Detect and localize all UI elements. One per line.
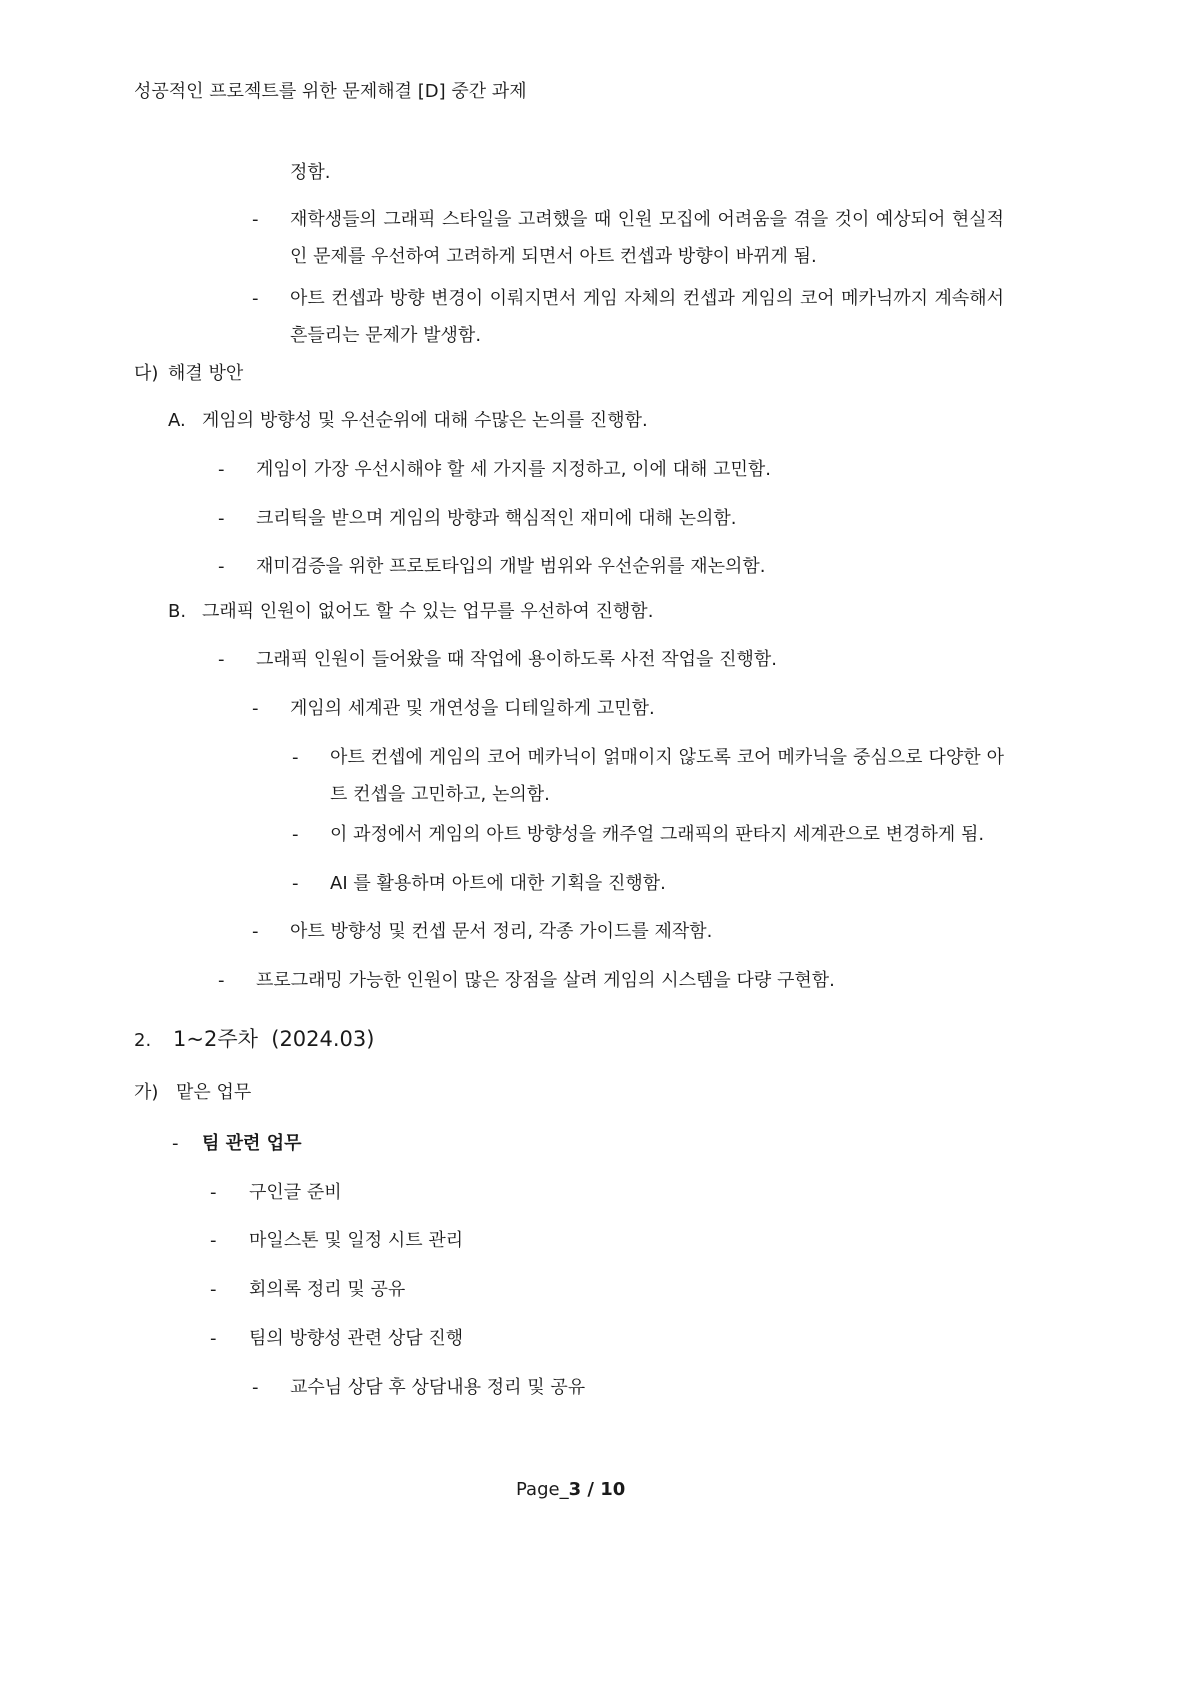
section-marker: 가) <box>134 1082 159 1103</box>
solution-b-subsubitem: 아트 방향성 및 컨셉 문서 정리, 각종 가이드를 제작함. <box>290 921 713 942</box>
solution-item-a: 게임의 방향성 및 우선순위에 대해 수많은 논의를 진행함. <box>202 410 648 431</box>
dash-marker: - <box>252 698 259 719</box>
solution-a-subitem: 크리틱을 받으며 게임의 방향과 핵심적인 재미에 대해 논의함. <box>256 508 737 529</box>
dash-marker: - <box>292 824 299 845</box>
solution-b-subitem: 그래픽 인원이 들어왔을 때 작업에 용이하도록 사전 작업을 진행함. <box>256 649 777 670</box>
duty-subitem: 교수님 상담 후 상담내용 정리 및 공유 <box>290 1377 586 1398</box>
dash-marker: - <box>252 921 259 942</box>
section-date: (2024.03) <box>271 1027 375 1051</box>
solution-item-b: 그래픽 인원이 없어도 할 수 있는 업무를 우선하여 진행함. <box>202 601 654 622</box>
dash-marker: - <box>218 508 225 529</box>
dash-marker: - <box>218 970 225 991</box>
duty-item: 팀의 방향성 관련 상담 진행 <box>249 1328 464 1349</box>
solution-b-subitem: 프로그래밍 가능한 인원이 많은 장점을 살려 게임의 시스템을 다량 구현함. <box>256 970 835 991</box>
solution-b-detail: 이 과정에서 게임의 아트 방향성을 캐주얼 그래픽의 판타지 세계관으로 변경하게 됨. <box>330 824 985 845</box>
duties-heading: 맡은 업무 <box>176 1082 252 1103</box>
dash-marker: - <box>210 1230 217 1251</box>
solution-b-detail: AI 를 활용하며 아트에 대한 기획을 진행함. <box>330 873 666 894</box>
list-marker-a: A. <box>168 410 186 431</box>
dash-marker: - <box>210 1279 217 1300</box>
list-marker-b: B. <box>168 601 187 622</box>
page-label: Page_ <box>516 1479 569 1500</box>
duty-item: 회의록 정리 및 공유 <box>249 1279 406 1300</box>
section-week: 1~2주차 <box>173 1027 258 1051</box>
dash-marker: - <box>252 1377 259 1398</box>
duty-item: 구인글 준비 <box>249 1182 342 1203</box>
page-footer <box>516 1478 625 1502</box>
dash-marker: - <box>210 1182 217 1203</box>
solution-b-subsubitem: 게임의 세계관 및 개연성을 디테일하게 고민함. <box>290 698 655 719</box>
dash-marker: - <box>218 649 225 670</box>
dash-marker: - <box>218 556 225 577</box>
duty-item: 마일스톤 및 일정 시트 관리 <box>249 1230 464 1251</box>
dash-marker: - <box>292 747 299 768</box>
page-number: 3 / 10 <box>568 1479 626 1500</box>
continued-text-line: 정함. <box>290 162 331 183</box>
problem-bullet-2: 아트 컨셉과 방향 변경이 이뤄지면서 게임 자체의 컨셉과 게임의 코어 메카닉까지 계속해서 흔들리는 문제가 발생함. <box>290 288 1004 346</box>
problem-bullet-1: 재학생들의 그래픽 스타일을 고려했을 때 인원 모집에 어려움을 겪을 것이 예상되어 현실적인 문제를 우선하여 고려하게 되면서 아트 컨셉과 방향이 바뀌게 됨. <box>290 209 1004 267</box>
section-title <box>173 1027 374 1051</box>
dash-marker: - <box>252 288 259 309</box>
dash-marker: - <box>218 459 225 480</box>
dash-marker: - <box>292 873 299 894</box>
dash-marker: - <box>172 1133 179 1154</box>
dash-marker: - <box>252 209 259 230</box>
solution-heading: 해결 방안 <box>168 363 244 384</box>
team-duties-heading: 팀 관련 업무 <box>202 1133 302 1154</box>
dash-marker: - <box>210 1328 217 1349</box>
solution-b-detail: 아트 컨셉에 게임의 코어 메카닉이 얽매이지 않도록 코어 메카닉을 중심으로 다양한 아트 컨셉을 고민하고, 논의함. <box>330 747 1004 805</box>
section-marker: 다) <box>134 363 159 384</box>
solution-a-subitem: 게임이 가장 우선시해야 할 세 가지를 지정하고, 이에 대해 고민함. <box>256 459 772 480</box>
document-header-title: 성공적인 프로젝트를 위한 문제해결 [D] 중간 과제 <box>134 81 527 102</box>
section-number: 2. <box>134 1030 152 1051</box>
solution-a-subitem: 재미검증을 위한 프로토타입의 개발 범위와 우선순위를 재논의함. <box>256 556 766 577</box>
